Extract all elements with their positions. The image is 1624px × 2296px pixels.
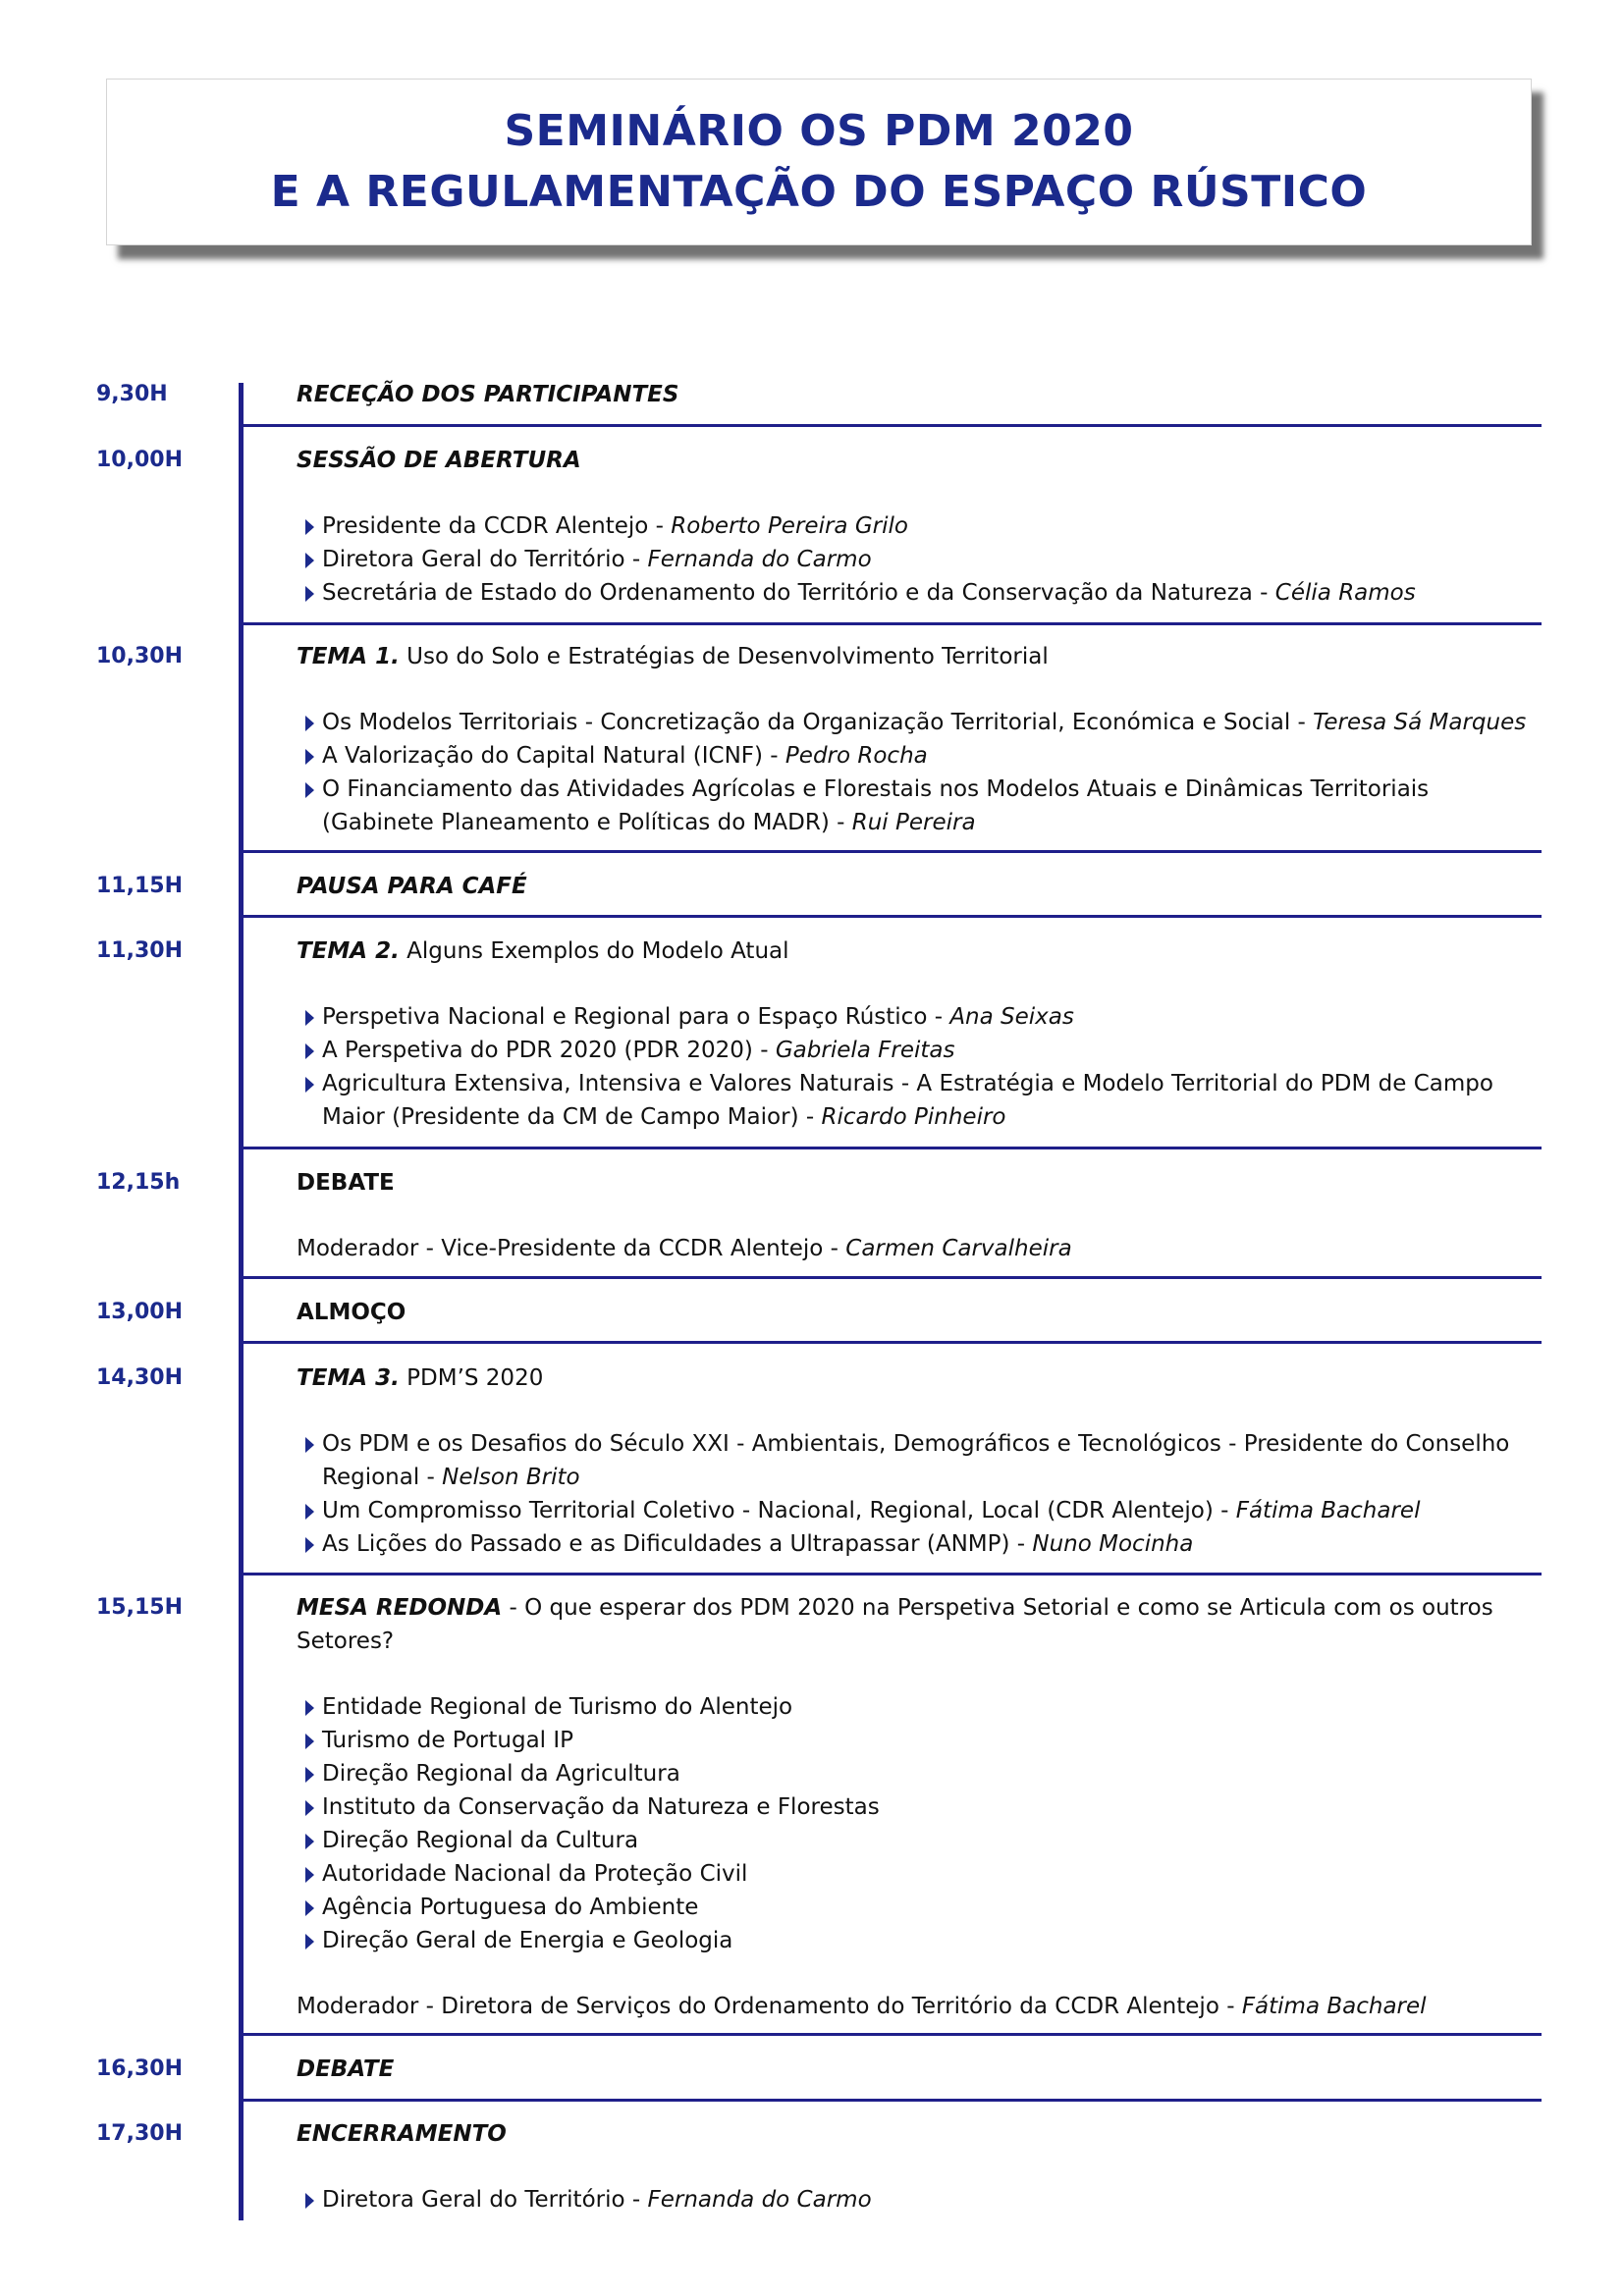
separator: [239, 2033, 1542, 2036]
triangle-bullet-icon: [305, 1437, 314, 1453]
session-title-line: MESA REDONDA - O que esperar dos PDM 2020 na Perspetiva Setorial e como se Articula com os outros Setores?: [297, 1595, 1493, 1654]
session-time: 10,30H: [96, 644, 183, 668]
triangle-bullet-icon: [305, 553, 314, 568]
session-time: 15,15H: [96, 1595, 183, 1620]
triangle-bullet-icon: [305, 716, 314, 731]
list-item: Secretária de Estado do Ordenamento do Território e da Conservação da Natureza - Célia Ramos: [297, 576, 1543, 610]
session-title: DEBATE: [297, 1170, 395, 1196]
triangle-bullet-icon: [305, 1800, 314, 1816]
moderator-line: Moderador - Diretora de Serviços do Ordenamento do Território da CCDR Alentejo - Fátima Bacharel: [297, 1994, 1427, 2019]
triangle-bullet-icon: [305, 1934, 314, 1949]
list-item: Direção Geral de Energia e Geologia: [297, 1924, 1543, 1957]
timeline-line: [239, 383, 244, 2220]
session-time: 17,30H: [96, 2121, 183, 2146]
session-title: SESSÃO DE ABERTURA: [297, 448, 581, 473]
session-title-line: TEMA 2. Alguns Exemplos do Modelo Atual: [297, 938, 789, 964]
session-title: DEBATE: [297, 2056, 395, 2082]
separator: [239, 1276, 1542, 1279]
title-line-2: E A REGULAMENTAÇÃO DO ESPAÇO RÚSTICO: [270, 167, 1368, 217]
title-line-1: SEMINÁRIO OS PDM 2020: [504, 106, 1134, 156]
session-title: ALMOÇO: [297, 1300, 406, 1325]
session-time: 11,15H: [96, 874, 183, 898]
list-item: Instituto da Conservação da Natureza e Florestas: [297, 1790, 1543, 1824]
session-title-line: TEMA 1. Uso do Solo e Estratégias de Desenvolvimento Territorial: [297, 644, 1049, 669]
session-title: RECEÇÃO DOS PARTICIPANTES: [297, 382, 679, 407]
triangle-bullet-icon: [305, 782, 314, 798]
list-item: Os Modelos Territoriais - Concretização da Organização Territorial, Económica e Social - Teresa Sá Marques: [297, 706, 1543, 739]
list-item: Agência Portuguesa do Ambiente: [297, 1891, 1543, 1924]
triangle-bullet-icon: [305, 2193, 314, 2209]
triangle-bullet-icon: [305, 1700, 314, 1716]
triangle-bullet-icon: [305, 1834, 314, 1849]
session-time: 10,00H: [96, 448, 183, 472]
list-item: Turismo de Portugal IP: [297, 1724, 1543, 1757]
triangle-bullet-icon: [305, 1537, 314, 1553]
list-item: Presidente da CCDR Alentejo - Roberto Pereira Grilo: [297, 509, 1543, 543]
triangle-bullet-icon: [305, 749, 314, 765]
triangle-bullet-icon: [305, 586, 314, 602]
session-time: 16,30H: [96, 2056, 183, 2081]
separator: [239, 2099, 1542, 2102]
separator: [239, 1341, 1542, 1344]
triangle-bullet-icon: [305, 1867, 314, 1883]
list-item: As Lições do Passado e as Dificuldades a Ultrapassar (ANMP) - Nuno Mocinha: [297, 1527, 1543, 1561]
session-time: 11,30H: [96, 938, 183, 963]
triangle-bullet-icon: [305, 1504, 314, 1520]
triangle-bullet-icon: [305, 519, 314, 535]
list-item: Diretora Geral do Território - Fernanda do Carmo: [297, 2183, 1543, 2216]
separator: [239, 424, 1542, 427]
triangle-bullet-icon: [305, 1077, 314, 1093]
title-box: [106, 79, 1532, 245]
list-item: Perspetiva Nacional e Regional para o Espaço Rústico - Ana Seixas: [297, 1000, 1543, 1034]
session-title: PAUSA PARA CAFÉ: [297, 874, 527, 899]
list-item: Agricultura Extensiva, Intensiva e Valores Naturais - A Estratégia e Modelo Territorial do PDM de Campo Maior (Presidente da CM de Campo Maior) - Ricardo Pinheiro: [297, 1067, 1543, 1134]
separator: [239, 1147, 1542, 1149]
triangle-bullet-icon: [305, 1767, 314, 1783]
triangle-bullet-icon: [305, 1900, 314, 1916]
list-item: A Perspetiva do PDR 2020 (PDR 2020) - Gabriela Freitas: [297, 1034, 1543, 1067]
list-item: Um Compromisso Territorial Coletivo - Nacional, Regional, Local (CDR Alentejo) - Fátima Bacharel: [297, 1494, 1543, 1527]
list-item: O Financiamento das Atividades Agrícolas e Florestais nos Modelos Atuais e Dinâmicas Territoriais (Gabinete Planeamento e Políticas do MADR) - Rui Pereira: [297, 773, 1543, 839]
separator: [239, 850, 1542, 853]
separator: [239, 915, 1542, 918]
triangle-bullet-icon: [305, 1010, 314, 1026]
session-time: 12,15h: [96, 1170, 181, 1195]
session-time: 14,30H: [96, 1365, 183, 1390]
separator: [239, 1573, 1542, 1575]
list-item: A Valorização do Capital Natural (ICNF) - Pedro Rocha: [297, 739, 1543, 773]
session-time: 13,00H: [96, 1300, 183, 1324]
list-item: Diretora Geral do Território - Fernanda do Carmo: [297, 543, 1543, 576]
session-time: 9,30H: [96, 382, 168, 406]
list-item: Autoridade Nacional da Proteção Civil: [297, 1857, 1543, 1891]
triangle-bullet-icon: [305, 1043, 314, 1059]
list-item: Os PDM e os Desafios do Século XXI - Ambientais, Demográficos e Tecnológicos - Presidente do Conselho Regional - Nelson Brito: [297, 1427, 1543, 1494]
list-item: Direção Regional da Agricultura: [297, 1757, 1543, 1790]
separator: [239, 622, 1542, 625]
triangle-bullet-icon: [305, 1734, 314, 1749]
moderator-line: Moderador - Vice-Presidente da CCDR Alentejo - Carmen Carvalheira: [297, 1236, 1072, 1261]
session-title: ENCERRAMENTO: [297, 2121, 507, 2147]
list-item: Entidade Regional de Turismo do Alentejo: [297, 1690, 1543, 1724]
list-item: Direção Regional da Cultura: [297, 1824, 1543, 1857]
session-title-line: TEMA 3. PDM’S 2020: [297, 1365, 544, 1391]
